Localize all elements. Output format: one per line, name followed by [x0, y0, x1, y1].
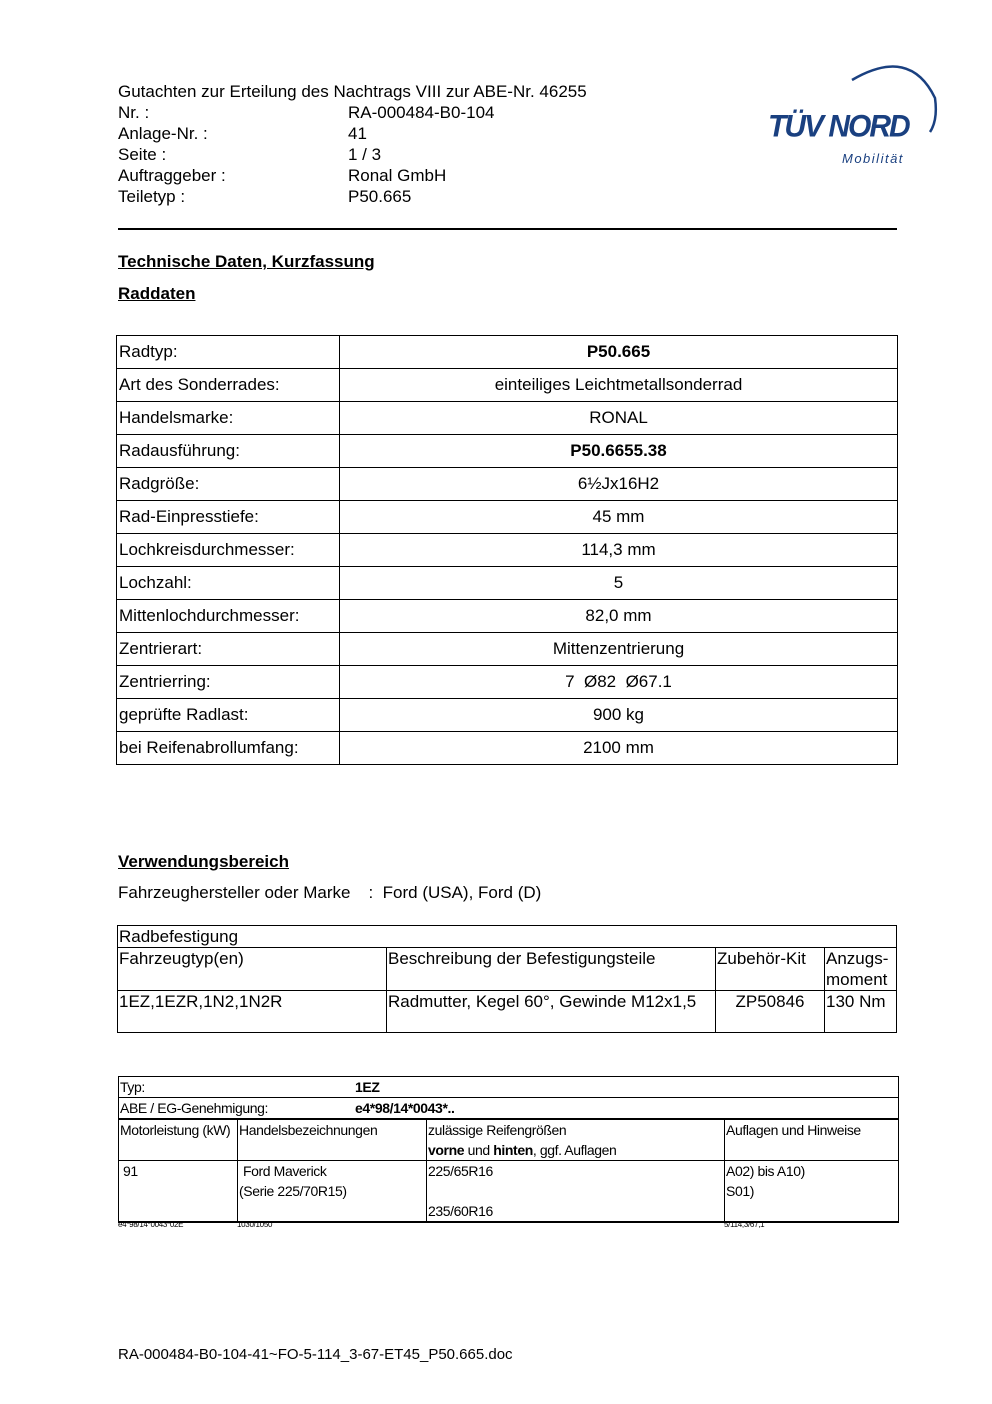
table-row [117, 501, 898, 534]
row-label: geprüfte Radlast: [117, 699, 340, 732]
header-row-anlage [118, 123, 367, 144]
table-row [118, 991, 897, 1033]
befestigung-title: Radbefestigung [118, 926, 897, 948]
auflagen-line: A02) bis A10) [726, 1163, 805, 1179]
table-cell: 130 Nm [825, 991, 897, 1033]
hersteller-label: Fahrzeughersteller oder Marke [118, 883, 351, 902]
column-header: Auflagen und Hinweise [725, 1119, 899, 1161]
row-label: Mittenlochdurchmesser: [117, 600, 340, 633]
row-label: Radtyp: [117, 336, 340, 369]
abe-row [119, 1098, 899, 1120]
typ-label: Typ: [120, 1079, 145, 1095]
table-row [117, 600, 898, 633]
raddaten-table [116, 335, 898, 765]
header-label: Nr. : [118, 103, 150, 122]
column-header: Beschreibung der Befestigungsteile [387, 948, 716, 991]
reifen-line: 235/60R16 [428, 1203, 493, 1219]
section-title: Technische Daten, Kurzfassung [118, 252, 375, 271]
row-label: Radgröße: [117, 468, 340, 501]
table-row [117, 732, 898, 765]
table-row [117, 336, 898, 369]
row-value: 7 Ø82 Ø67.1 [340, 666, 898, 699]
row-label: Rad-Einpresstiefe: [117, 501, 340, 534]
hersteller-value: Ford (USA), Ford (D) [382, 883, 542, 902]
row-label: Handelsmarke: [117, 402, 340, 435]
table-row [119, 1119, 899, 1161]
footnote: 1030/1050 [237, 1220, 273, 1229]
row-value: einteiliges Leichtmetallsonderrad [340, 369, 898, 402]
row-value: 82,0 mm [340, 600, 898, 633]
header-divider [118, 228, 897, 230]
column-header: Fahrzeugtyp(en) [118, 948, 387, 991]
reifen-vorne: vorne [428, 1142, 465, 1158]
header-label: Anlage-Nr. : [118, 124, 208, 143]
header-value: 41 [348, 124, 367, 143]
header-label: Auftraggeber : [118, 166, 226, 185]
row-value: P50.665 [340, 336, 898, 369]
table-cell: 1EZ,1EZR,1N2,1N2R [118, 991, 387, 1033]
table-row [119, 1161, 899, 1223]
column-header: Motorleistung (kW) [119, 1119, 238, 1161]
reifen-cell [427, 1161, 725, 1223]
table-row [117, 666, 898, 699]
typ-table [118, 1076, 899, 1223]
table-row [117, 468, 898, 501]
abe-value: e4*98/14*0043*.. [355, 1100, 455, 1116]
row-value: 45 mm [340, 501, 898, 534]
column-header: Anzugs-moment [825, 948, 897, 991]
table-row [117, 699, 898, 732]
typ-value: 1EZ [355, 1079, 380, 1095]
typ-row [119, 1077, 899, 1098]
row-value: 6½Jx16H2 [340, 468, 898, 501]
row-label: Zentrierring: [117, 666, 340, 699]
row-label: Art des Sonderrades: [117, 369, 340, 402]
table-row [117, 435, 898, 468]
reifen-hinten: hinten [493, 1142, 533, 1158]
row-label: bei Reifenabrollumfang: [117, 732, 340, 765]
hersteller-separator: : [368, 883, 374, 902]
hersteller-line [118, 883, 541, 903]
table-row [119, 1098, 899, 1120]
row-value: Mittenzentrierung [340, 633, 898, 666]
table-row [117, 534, 898, 567]
document-title: Gutachten zur Erteilung des Nachtrags VIII zur ABE-Nr. 46255 [118, 82, 587, 101]
row-value: 114,3 mm [340, 534, 898, 567]
reifen-und: und [464, 1142, 494, 1158]
reifen-line: 225/65R16 [428, 1163, 493, 1179]
header-row-auftraggeber [118, 165, 446, 186]
row-value: 2100 mm [340, 732, 898, 765]
header-label: Seite : [118, 145, 167, 164]
table-cell: Radmutter, Kegel 60°, Gewinde M12x1,5 [387, 991, 716, 1033]
table-row [117, 633, 898, 666]
header-value: 1 / 3 [348, 145, 382, 164]
abe-label: ABE / EG-Genehmigung: [120, 1100, 269, 1116]
row-label: Lochzahl: [117, 567, 340, 600]
header-row-teiletyp [118, 186, 411, 207]
table-row [118, 926, 897, 948]
row-value: 900 kg [340, 699, 898, 732]
raddaten-title: Raddaten [118, 284, 196, 303]
table-row [117, 402, 898, 435]
row-value: RONAL [340, 402, 898, 435]
reifen-rest: , ggf. Auflagen [532, 1142, 617, 1158]
row-label: Lochkreisdurchmesser: [117, 534, 340, 567]
footnote: 5/114,3/67,1 [724, 1220, 765, 1229]
header-row-nr [118, 102, 494, 123]
table-row [117, 567, 898, 600]
header-value: RA-000484-B0-104 [348, 103, 495, 122]
footnote: e4*98/14*0043*02E [118, 1220, 184, 1229]
logo-brand: TÜV NORD [768, 109, 909, 144]
header-value: P50.665 [348, 187, 412, 206]
logo-subtitle: Mobilität [842, 151, 904, 166]
befestigung-table [117, 925, 897, 1033]
table-cell: ZP50846 [716, 991, 825, 1033]
reifen-header-line1: zulässige Reifengrößen [428, 1122, 567, 1138]
column-header: Handelsbezeichnungen [238, 1119, 427, 1161]
table-row [117, 369, 898, 402]
table-row [119, 1077, 899, 1098]
reifen-header-line2 [428, 1140, 723, 1160]
auflagen-cell [725, 1161, 899, 1223]
table-row [118, 948, 897, 991]
header-value: Ronal GmbH [348, 166, 447, 185]
auflagen-line: S01) [726, 1183, 754, 1199]
column-header-reifen [427, 1119, 725, 1161]
footer-filename: RA-000484-B0-104-41~FO-5-114_3-67-ET45_P50.665.doc [118, 1346, 513, 1363]
row-value: P50.6655.38 [340, 435, 898, 468]
motor-cell: 91 [119, 1161, 238, 1223]
row-value: 5 [340, 567, 898, 600]
header-label: Teiletyp : [118, 187, 186, 206]
handel-line: (Serie 225/70R15) [239, 1183, 347, 1199]
handel-line: Ford Maverick [243, 1163, 327, 1179]
handel-cell [238, 1161, 427, 1223]
row-label: Zentrierart: [117, 633, 340, 666]
row-label: Radausführung: [117, 435, 340, 468]
verwendung-title: Verwendungsbereich [118, 852, 289, 871]
column-header: Zubehör-Kit [716, 948, 825, 991]
header-row-seite [118, 144, 381, 165]
